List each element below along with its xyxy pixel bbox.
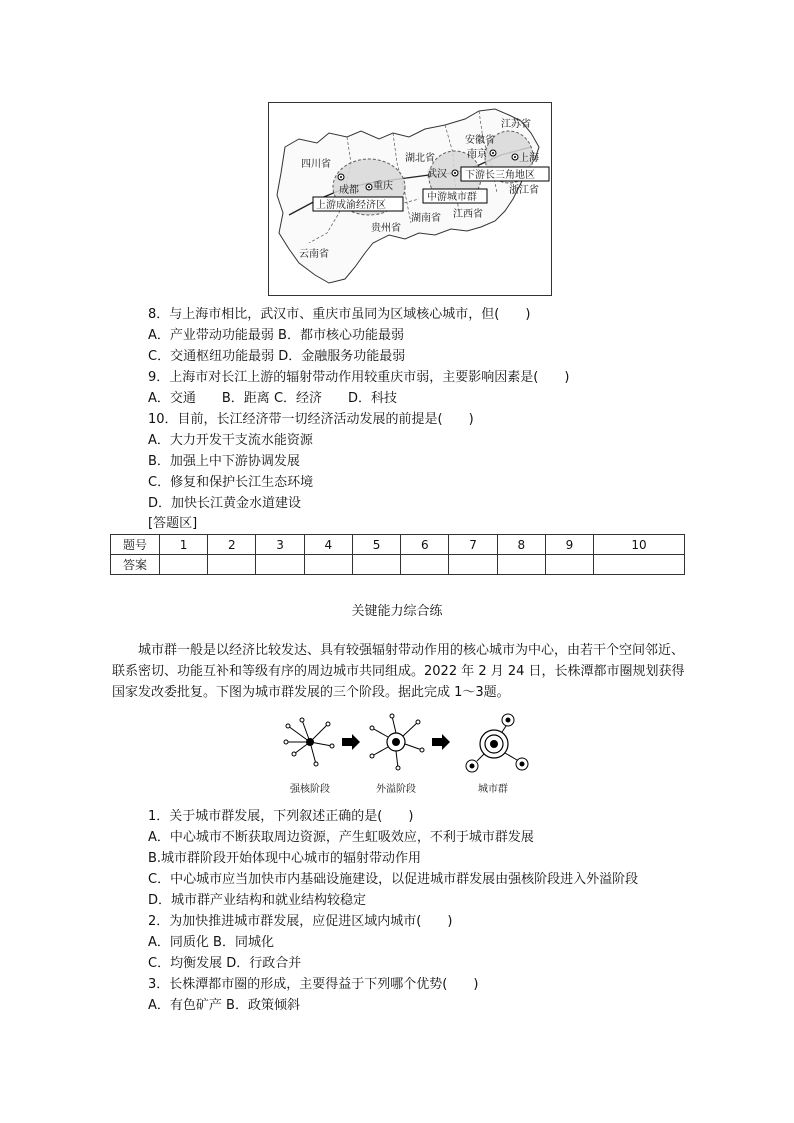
- label-shanghai: 上海: [519, 153, 539, 164]
- question-10-option-b: B．加强上中下游协调发展: [148, 454, 300, 469]
- question-8-options-cd: C．交通枢纽功能最弱 D．金融服务功能最弱: [148, 349, 406, 364]
- label-yunnan: 云南省: [299, 249, 329, 260]
- table-row: [111, 555, 685, 575]
- answer-cell[interactable]: [545, 555, 593, 575]
- question-number-cell: 3: [256, 535, 304, 555]
- stage2-label: 外溢阶段: [376, 784, 416, 795]
- question-10-option-c: C．修复和保护长江生态环境: [148, 475, 314, 490]
- city-cluster-stages-diagram: [272, 712, 534, 800]
- answer-table: [110, 534, 685, 575]
- question-number-cell: 1: [160, 535, 208, 555]
- table-row: [111, 535, 685, 555]
- label-upper-region: 上游成渝经济区: [316, 200, 386, 211]
- answer-cell[interactable]: [497, 555, 545, 575]
- answer-cell[interactable]: [304, 555, 352, 575]
- question-number-cell: 10: [594, 535, 685, 555]
- answer-cell[interactable]: [256, 555, 304, 575]
- question-number-cell: 7: [449, 535, 497, 555]
- intro-paragraph: 城市群一般是以经济比较发达、具有较强辐射带动作用的核心城市为中心，由若干个空间邻近、联系密切、功能互补和等级有序的周边城市共同组成。2022 年 2 月 24 日，长株潭都市圈规划获得国家发改委批复。下图为城市群发展的三个阶段。据此完成 1～3题。: [112, 643, 685, 700]
- answer-cell[interactable]: [160, 555, 208, 575]
- question-number-cell: 4: [304, 535, 352, 555]
- question-8: 8．与上海市相比，武汉市、重庆市虽同为区域核心城市，但( ): [148, 307, 531, 322]
- question-2: 2．为加快推进城市群发展，应促进区域内城市( ): [148, 914, 453, 929]
- answer-area-label: [答题区]: [148, 516, 198, 531]
- label-hunan: 湖南省: [411, 213, 441, 224]
- question-number-cell: 6: [401, 535, 449, 555]
- question-1: 1．关于城市群发展，下列叙述正确的是( ): [148, 809, 414, 824]
- question-2-options-cd: C．均衡发展 D．行政合并: [148, 956, 302, 971]
- map-drawing: [269, 103, 551, 295]
- stage1-label: 强核阶段: [290, 784, 330, 795]
- section-title: 关键能力综合练: [351, 604, 443, 619]
- label-guizhou: 贵州省: [371, 223, 401, 234]
- question-1-option-c: C．中心城市应当加快市内基础设施建设，以促进城市群发展由强核阶段进入外溢阶段: [148, 872, 639, 887]
- label-zhejiang: 浙江省: [509, 185, 539, 196]
- label-wuhan: 武汉: [427, 169, 447, 180]
- answer-cell[interactable]: [208, 555, 256, 575]
- answer-cell[interactable]: [352, 555, 400, 575]
- question-10-option-a: A．大力开发干支流水能资源: [148, 433, 313, 448]
- table-row-label: 题号: [111, 535, 160, 555]
- question-1-option-d: D．城市群产业结构和就业结构较稳定: [148, 893, 367, 908]
- question-1-option-b: B.城市群阶段开始体现中心城市的辐射带动作用: [148, 851, 422, 866]
- question-number-cell: 5: [352, 535, 400, 555]
- question-1-option-a: A．中心城市不断获取周边资源，产生虹吸效应，不利于城市群发展: [148, 830, 534, 845]
- question-number-cell: 8: [497, 535, 545, 555]
- answer-cell[interactable]: [594, 555, 685, 575]
- question-number-cell: 2: [208, 535, 256, 555]
- question-9: 9．上海市对长江上游的辐射带动作用较重庆市弱，主要影响因素是( ): [148, 370, 570, 385]
- question-2-options-ab: A．同质化 B．同城化: [148, 935, 274, 950]
- stage3-label: 城市群: [478, 784, 508, 795]
- label-nanjing: 南京: [467, 149, 487, 160]
- label-jiangsu: 江苏省: [501, 119, 531, 130]
- label-lower-region: 下游长三角地区: [465, 170, 535, 181]
- label-anhui: 安徽省: [465, 135, 495, 146]
- question-9-options: A．交通 B．距离 C．经济 D．科技: [148, 391, 398, 406]
- question-3-options-ab: A．有色矿产 B．政策倾斜: [148, 998, 300, 1013]
- label-chongqing: 重庆: [373, 181, 393, 192]
- label-sichuan: 四川省: [301, 159, 331, 170]
- question-3: 3．长株潭都市圈的形成，主要得益于下列哪个优势( ): [148, 977, 479, 992]
- label-hubei: 湖北省: [405, 153, 435, 164]
- answer-cell[interactable]: [401, 555, 449, 575]
- question-number-cell: 9: [545, 535, 593, 555]
- question-10: 10．目前，长江经济带一切经济活动发展的前提是( ): [148, 412, 474, 427]
- label-middle-region: 中游城市群: [427, 192, 477, 203]
- question-8-options-ab: A．产业带动功能最弱 B．都市核心功能最弱: [148, 328, 404, 343]
- yangtze-economic-belt-map: [268, 102, 552, 296]
- label-jiangxi: 江西省: [453, 209, 483, 220]
- stage1-graphic: [284, 718, 334, 766]
- label-chengdu: 成都: [339, 185, 359, 196]
- stages-drawing: [272, 712, 534, 800]
- stage2-graphic: [370, 714, 424, 770]
- answer-cell[interactable]: [449, 555, 497, 575]
- question-10-option-d: D．加快长江黄金水道建设: [148, 496, 302, 511]
- table-row-label: 答案: [111, 555, 160, 575]
- stage3-graphic: [466, 714, 528, 772]
